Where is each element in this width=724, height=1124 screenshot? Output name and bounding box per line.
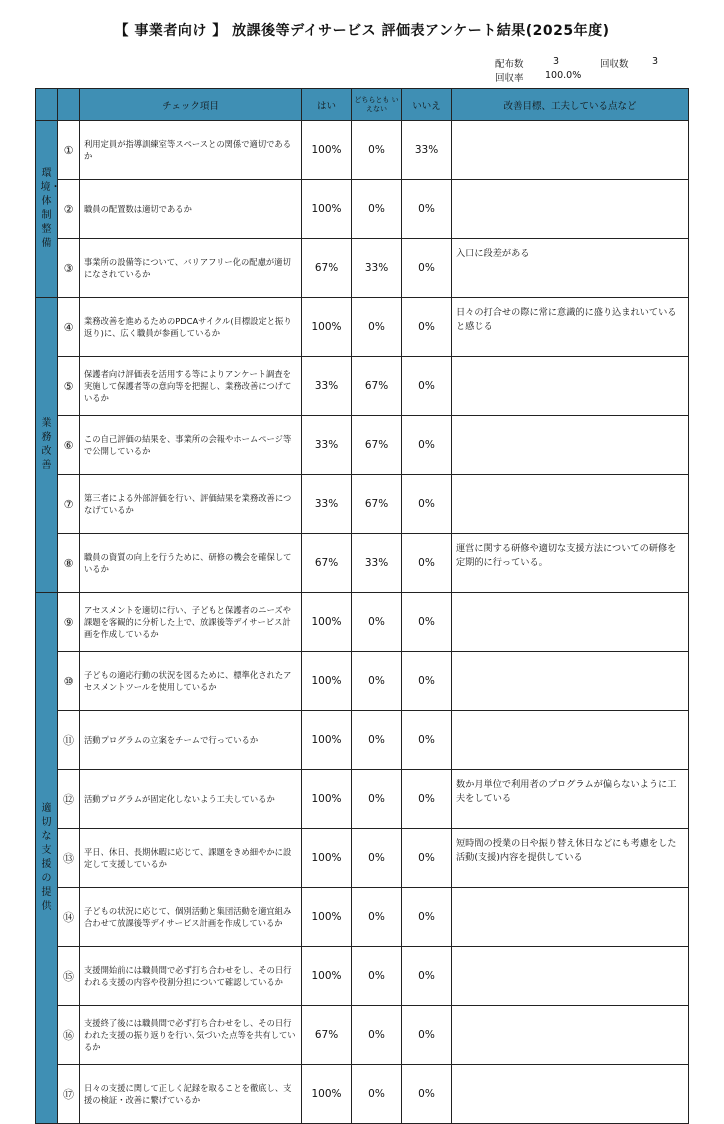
improvement-note — [452, 121, 689, 180]
table-row — [36, 180, 689, 239]
no-percent: 0% — [402, 829, 452, 888]
improvement-note — [452, 1006, 689, 1065]
table-row — [36, 593, 689, 652]
no-percent: 0% — [402, 239, 452, 298]
no-percent: 0% — [402, 652, 452, 711]
improvement-note — [452, 357, 689, 416]
no-percent: 33% — [402, 121, 452, 180]
row-number: ③ — [58, 239, 80, 298]
row-number: ⑨ — [58, 593, 80, 652]
header-yes: はい — [302, 89, 352, 121]
no-percent: 0% — [402, 180, 452, 239]
header-category — [36, 89, 58, 121]
yes-percent: 100% — [302, 888, 352, 947]
evaluation-table — [35, 88, 689, 1124]
distributed-label: 配布数 — [495, 59, 524, 70]
neither-percent: 33% — [352, 239, 402, 298]
neither-percent: 0% — [352, 1065, 402, 1124]
header-no: いいえ — [402, 89, 452, 121]
check-item: 第三者による外部評価を行い、評価結果を業務改善につなげているか — [80, 475, 302, 534]
yes-percent: 100% — [302, 770, 352, 829]
table-row — [36, 416, 689, 475]
yes-percent: 67% — [302, 1006, 352, 1065]
improvement-note — [452, 888, 689, 947]
neither-percent: 0% — [352, 947, 402, 1006]
check-item: 活動プログラムの立案をチームで行っているか — [80, 711, 302, 770]
table-row — [36, 534, 689, 593]
table-row — [36, 475, 689, 534]
table-row — [36, 652, 689, 711]
check-item: 子どもの状況に応じて、個別活動と集団活動を適宜組み合わせて放課後等デイサービス計画を作成しているか — [80, 888, 302, 947]
neither-percent: 0% — [352, 593, 402, 652]
row-number: ⑬ — [58, 829, 80, 888]
category-label: 業務改善 — [41, 418, 52, 471]
improvement-note: 運営に関する研修や適切な支援方法についての研修を定期的に行っている。 — [452, 534, 689, 593]
rate-value: 100.0% — [545, 70, 582, 81]
neither-percent: 0% — [352, 829, 402, 888]
improvement-note: 数か月単位で利用者のプログラムが偏らないように工夫をしている — [452, 770, 689, 829]
no-percent: 0% — [402, 947, 452, 1006]
no-percent: 0% — [402, 357, 452, 416]
check-item: 支援終了後には職員間で必ず打ち合わせをし、その日行われた支援の振り返りを行い､気づいた点等を共有しているか — [80, 1006, 302, 1065]
table-row — [36, 770, 689, 829]
improvement-note — [452, 652, 689, 711]
yes-percent: 100% — [302, 121, 352, 180]
category-label: 適切な支援の提供 — [41, 803, 52, 912]
table-row — [36, 888, 689, 947]
rate-label: 回収率 — [495, 73, 524, 84]
neither-percent: 0% — [352, 711, 402, 770]
row-number: ⑤ — [58, 357, 80, 416]
check-item: 業務改善を進めるためのPDCAサイクル(目標設定と振り返り)に、広く職員が参画しているか — [80, 298, 302, 357]
row-number: ⑪ — [58, 711, 80, 770]
row-number: ⑫ — [58, 770, 80, 829]
table-row — [36, 239, 689, 298]
table-row — [36, 711, 689, 770]
table-header-row — [36, 89, 689, 121]
check-item: アセスメントを適切に行い、子どもと保護者のニーズや課題を客観的に分析した上で、放課後等デイサービス計画を作成しているか — [80, 593, 302, 652]
no-percent: 0% — [402, 593, 452, 652]
table-row — [36, 357, 689, 416]
check-item: 活動プログラムが固定化しないよう工夫しているか — [80, 770, 302, 829]
table-row — [36, 298, 689, 357]
category-label: 環境・体制整備 — [40, 168, 61, 249]
neither-percent: 0% — [352, 180, 402, 239]
no-percent: 0% — [402, 534, 452, 593]
yes-percent: 100% — [302, 298, 352, 357]
table-row — [36, 121, 689, 180]
yes-percent: 67% — [302, 239, 352, 298]
category-operations — [36, 298, 58, 593]
no-percent: 0% — [402, 298, 452, 357]
header-improvement: 改善目標、工夫している点など — [452, 89, 689, 121]
row-number: ⑥ — [58, 416, 80, 475]
improvement-note: 短時間の授業の日や振り替え休日などにも考慮をした活動(支援)内容を提供している — [452, 829, 689, 888]
neither-percent: 0% — [352, 888, 402, 947]
yes-percent: 100% — [302, 652, 352, 711]
row-number: ⑦ — [58, 475, 80, 534]
neither-percent: 0% — [352, 1006, 402, 1065]
no-percent: 0% — [402, 770, 452, 829]
neither-percent: 33% — [352, 534, 402, 593]
category-environment — [36, 121, 61, 298]
survey-stats — [0, 0, 724, 84]
row-number: ② — [58, 180, 80, 239]
check-item: 平日、休日、長期休暇に応じて、課題をきめ細やかに設定して支援しているか — [80, 829, 302, 888]
yes-percent: 100% — [302, 947, 352, 1006]
table-row — [36, 1065, 689, 1124]
row-number: ① — [58, 121, 80, 180]
yes-percent: 100% — [302, 829, 352, 888]
check-item: 日々の支援に関して正しく記録を取ることを徹底し、支援の検証・改善に繋げているか — [80, 1065, 302, 1124]
neither-percent: 0% — [352, 770, 402, 829]
check-item: この自己評価の結果を、事業所の会報やホームページ等で公開しているか — [80, 416, 302, 475]
no-percent: 0% — [402, 416, 452, 475]
no-percent: 0% — [402, 1006, 452, 1065]
no-percent: 0% — [402, 475, 452, 534]
improvement-note — [452, 1065, 689, 1124]
row-number: ⑧ — [58, 534, 80, 593]
improvement-note: 入口に段差がある — [452, 239, 689, 298]
no-percent: 0% — [402, 1065, 452, 1124]
yes-percent: 100% — [302, 1065, 352, 1124]
no-percent: 0% — [402, 888, 452, 947]
category-support — [36, 593, 58, 1124]
neither-percent: 0% — [352, 121, 402, 180]
check-item: 職員の資質の向上を行うために、研修の機会を確保しているか — [80, 534, 302, 593]
distributed-value: 3 — [553, 56, 560, 67]
header-neither: どちらとも いえない — [352, 89, 402, 121]
neither-percent: 0% — [352, 298, 402, 357]
yes-percent: 33% — [302, 475, 352, 534]
check-item: 子どもの適応行動の状況を図るために、標準化されたアセスメントツールを使用しているか — [80, 652, 302, 711]
improvement-note — [452, 475, 689, 534]
yes-percent: 67% — [302, 534, 352, 593]
collected-label: 回収数 — [600, 59, 629, 70]
neither-percent: 0% — [352, 652, 402, 711]
row-number: ⑯ — [58, 1006, 80, 1065]
row-number: ⑩ — [58, 652, 80, 711]
improvement-note — [452, 180, 689, 239]
check-item: 支援開始前には職員間で必ず打ち合わせをし、その日行われる支援の内容や役割分担について確認しているか — [80, 947, 302, 1006]
row-number: ⑮ — [58, 947, 80, 1006]
header-check-item: チェック項目 — [80, 89, 302, 121]
page-title: 【 事業者向け 】 放課後等デイサービス 評価表アンケート結果(2025年度) — [114, 23, 610, 39]
neither-percent: 67% — [352, 416, 402, 475]
table-row — [36, 1006, 689, 1065]
check-item: 利用定員が指導訓練室等スペースとの関係で適切であるか — [80, 121, 302, 180]
check-item: 事業所の設備等について、バリアフリー化の配慮が適切になされているか — [80, 239, 302, 298]
row-number: ⑰ — [58, 1065, 80, 1124]
neither-percent: 67% — [352, 475, 402, 534]
yes-percent: 100% — [302, 180, 352, 239]
row-number: ⑭ — [58, 888, 80, 947]
table-row — [36, 829, 689, 888]
yes-percent: 100% — [302, 593, 352, 652]
check-item: 職員の配置数は適切であるか — [80, 180, 302, 239]
improvement-note — [452, 711, 689, 770]
no-percent: 0% — [402, 711, 452, 770]
neither-percent: 67% — [352, 357, 402, 416]
table-row — [36, 947, 689, 1006]
row-number: ④ — [58, 298, 80, 357]
improvement-note — [452, 593, 689, 652]
check-item: 保護者向け評価表を活用する等によりアンケート調査を実施して保護者等の意向等を把握し、業務改善につげているか — [80, 357, 302, 416]
yes-percent: 33% — [302, 357, 352, 416]
improvement-note — [452, 416, 689, 475]
improvement-note: 日々の打合せの際に常に意識的に盛り込まれいていると感じる — [452, 298, 689, 357]
yes-percent: 100% — [302, 711, 352, 770]
header-number — [58, 89, 80, 121]
collected-value: 3 — [652, 56, 659, 67]
improvement-note — [452, 947, 689, 1006]
yes-percent: 33% — [302, 416, 352, 475]
